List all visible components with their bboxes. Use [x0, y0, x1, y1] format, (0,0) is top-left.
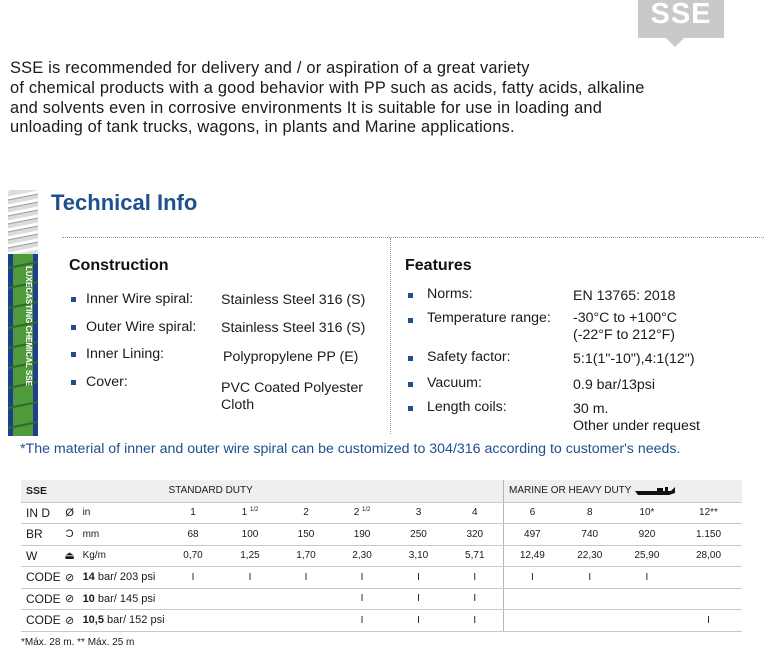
table-cell: 1,25 [222, 545, 279, 567]
table-row-code-10-5 [21, 610, 742, 632]
feature-label: Temperature range: [427, 310, 551, 326]
table-cell: 3,10 [391, 545, 447, 567]
product-badge [638, 0, 724, 38]
feature-value: 5:1(1"-10"),4:1(12") [573, 351, 695, 367]
bullet-icon [408, 406, 413, 411]
construction-value: Stainless Steel 316 (S) [221, 320, 366, 336]
intro-line: of chemical products with a good behavior with PP such as acids, fatty acids, alkaline [10, 78, 645, 97]
table-header-row [21, 480, 742, 502]
table-cell: 22,30 [561, 545, 619, 567]
table-cell: 497 [504, 524, 561, 546]
weight-icon: ⏏ [61, 545, 79, 567]
table-cell: I [447, 610, 504, 632]
feature-label: Norms: [427, 286, 473, 302]
table-cell [675, 588, 742, 610]
feature-value-cont: Other under request [573, 418, 700, 434]
table-cell: 3 [391, 502, 447, 524]
ship-icon [635, 487, 675, 495]
construction-title: Construction [69, 257, 169, 274]
intro-line: and solvents even in corrosive environments It is suitable for use in loading and [10, 98, 603, 117]
table-cell: 1.150 [675, 524, 742, 546]
table-cell: 250 [391, 524, 447, 546]
table-cell: I [619, 567, 675, 589]
row-unit: 14 bar/ 203 psi [79, 567, 165, 589]
table-cell: I [334, 567, 391, 589]
bullet-icon [71, 352, 76, 357]
table-cell [222, 588, 279, 610]
table-title: SSE [21, 480, 165, 502]
row-unit: in [79, 502, 165, 524]
customization-note: *The material of inner and outer wire spiral can be customized to 304/316 according to customer's needs. [20, 441, 681, 457]
construction-value: Stainless Steel 316 (S) [221, 292, 366, 308]
feature-value: 30 m. [573, 401, 609, 417]
pressure-icon: ⊘ [61, 567, 79, 589]
bullet-icon [408, 356, 413, 361]
table-cell: I [391, 567, 447, 589]
feature-value: -30°C to +100°C [573, 310, 678, 326]
bullet-icon [408, 382, 413, 387]
table-cell: 2 [278, 502, 333, 524]
construction-value-cont: Cloth [221, 397, 255, 413]
bullet-icon [408, 318, 413, 323]
table-cell: 68 [165, 524, 222, 546]
table-cell: I [504, 567, 561, 589]
table-cell [165, 588, 222, 610]
table-cell: 25,90 [619, 545, 675, 567]
table-cell [278, 588, 333, 610]
construction-label: Cover: [86, 374, 128, 390]
badge-text: SSE [650, 0, 712, 30]
bullet-icon [71, 297, 76, 302]
table-cell: I [447, 567, 504, 589]
construction-label: Outer Wire spiral: [86, 319, 197, 335]
table-cell [165, 610, 222, 632]
table-cell: 1,70 [278, 545, 333, 567]
technical-info-title: Technical Info [51, 190, 198, 215]
table-row-ind [21, 502, 742, 524]
table-row-code-14 [21, 567, 742, 589]
bend-radius-icon: Ɔ [61, 524, 79, 546]
intro-line: unloading of tank trucks, wagons, in plants and Marine applications. [10, 118, 515, 137]
feature-value-cont: (-22°F to 212°F) [573, 327, 676, 343]
table-cell: 1 [165, 502, 222, 524]
table-cell [504, 610, 561, 632]
table-row-br [21, 524, 742, 546]
table-cell: 4 [447, 502, 504, 524]
table-cell: 5,71 [447, 545, 504, 567]
pressure-icon: ⊘ [61, 610, 79, 632]
table-cell [222, 610, 279, 632]
row-label: CODE [21, 588, 61, 610]
table-cell: I [222, 567, 279, 589]
construction-value: Polypropylene PP (E) [223, 349, 359, 365]
hose-image [6, 188, 40, 438]
table-cell [561, 610, 619, 632]
dotted-column-divider [390, 238, 391, 434]
intro-line: SSE is recommended for delivery and / or aspiration of a great variety [10, 59, 530, 77]
construction-value: PVC Coated Polyester [221, 380, 363, 396]
table-cell: I [561, 567, 619, 589]
feature-value: 0.9 bar/13psi [573, 377, 656, 393]
marine-duty-header: MARINE OR HEAVY DUTY [504, 480, 742, 502]
table-row-w [21, 545, 742, 567]
spec-table [21, 480, 742, 632]
table-cell: 12,49 [504, 545, 561, 567]
table-cell: 740 [561, 524, 619, 546]
table-cell: 920 [619, 524, 675, 546]
table-cell: 6 [504, 502, 561, 524]
table-cell: I [334, 588, 391, 610]
table-cell [278, 610, 333, 632]
feature-value: EN 13765: 2018 [573, 288, 676, 304]
row-label: W [21, 545, 61, 567]
standard-duty-header: STANDARD DUTY [165, 480, 504, 502]
table-cell: I [165, 567, 222, 589]
footnote: *Máx. 28 m. ** Máx. 25 m [21, 637, 135, 648]
table-cell: I [447, 588, 504, 610]
row-unit: 10 bar/ 145 psi [79, 588, 165, 610]
table-cell: I [278, 567, 333, 589]
table-cell: I [391, 588, 447, 610]
row-label: BR [21, 524, 61, 546]
table-cell: 8 [561, 502, 619, 524]
feature-label: Length coils: [427, 399, 507, 415]
row-label: CODE [21, 567, 61, 589]
table-cell [619, 610, 675, 632]
bullet-icon [71, 325, 76, 330]
table-cell [504, 588, 561, 610]
feature-label: Safety factor: [427, 349, 511, 365]
table-cell: 150 [278, 524, 333, 546]
table-cell: 2,30 [334, 545, 391, 567]
row-label: CODE [21, 610, 61, 632]
dotted-divider [62, 237, 764, 238]
intro-paragraph [10, 59, 760, 138]
row-unit: 10,5 bar/ 152 psi [79, 610, 165, 632]
feature-label: Vacuum: [427, 375, 482, 391]
table-cell: 12** [675, 502, 742, 524]
hose-spiral [8, 190, 38, 254]
table-cell: 1 $^{1/2}$ [222, 502, 279, 524]
table-cell: 2 $^{1/2}$ [334, 502, 391, 524]
bullet-icon [71, 380, 76, 385]
table-cell: I [675, 610, 742, 632]
table-cell [619, 588, 675, 610]
construction-label: Inner Lining: [86, 346, 165, 362]
row-unit: mm [79, 524, 165, 546]
table-cell: 28,00 [675, 545, 742, 567]
table-row-code-10 [21, 588, 742, 610]
row-label: IN D [21, 502, 61, 524]
table-cell: 10* [619, 502, 675, 524]
table-cell: I [391, 610, 447, 632]
table-cell [675, 567, 742, 589]
pressure-icon: ⊘ [61, 588, 79, 610]
bullet-icon [408, 293, 413, 298]
table-cell: I [334, 610, 391, 632]
table-cell: 190 [334, 524, 391, 546]
table-cell: 0,70 [165, 545, 222, 567]
features-title: Features [405, 257, 472, 274]
table-cell [561, 588, 619, 610]
hose-label: LUXECASTING CHEMICAL SSE [24, 266, 33, 386]
table-cell: 320 [447, 524, 504, 546]
diameter-icon: Ø [61, 502, 79, 524]
table-cell: 100 [222, 524, 279, 546]
construction-label: Inner Wire spiral: [86, 291, 194, 307]
row-unit: Kg/m [79, 545, 165, 567]
